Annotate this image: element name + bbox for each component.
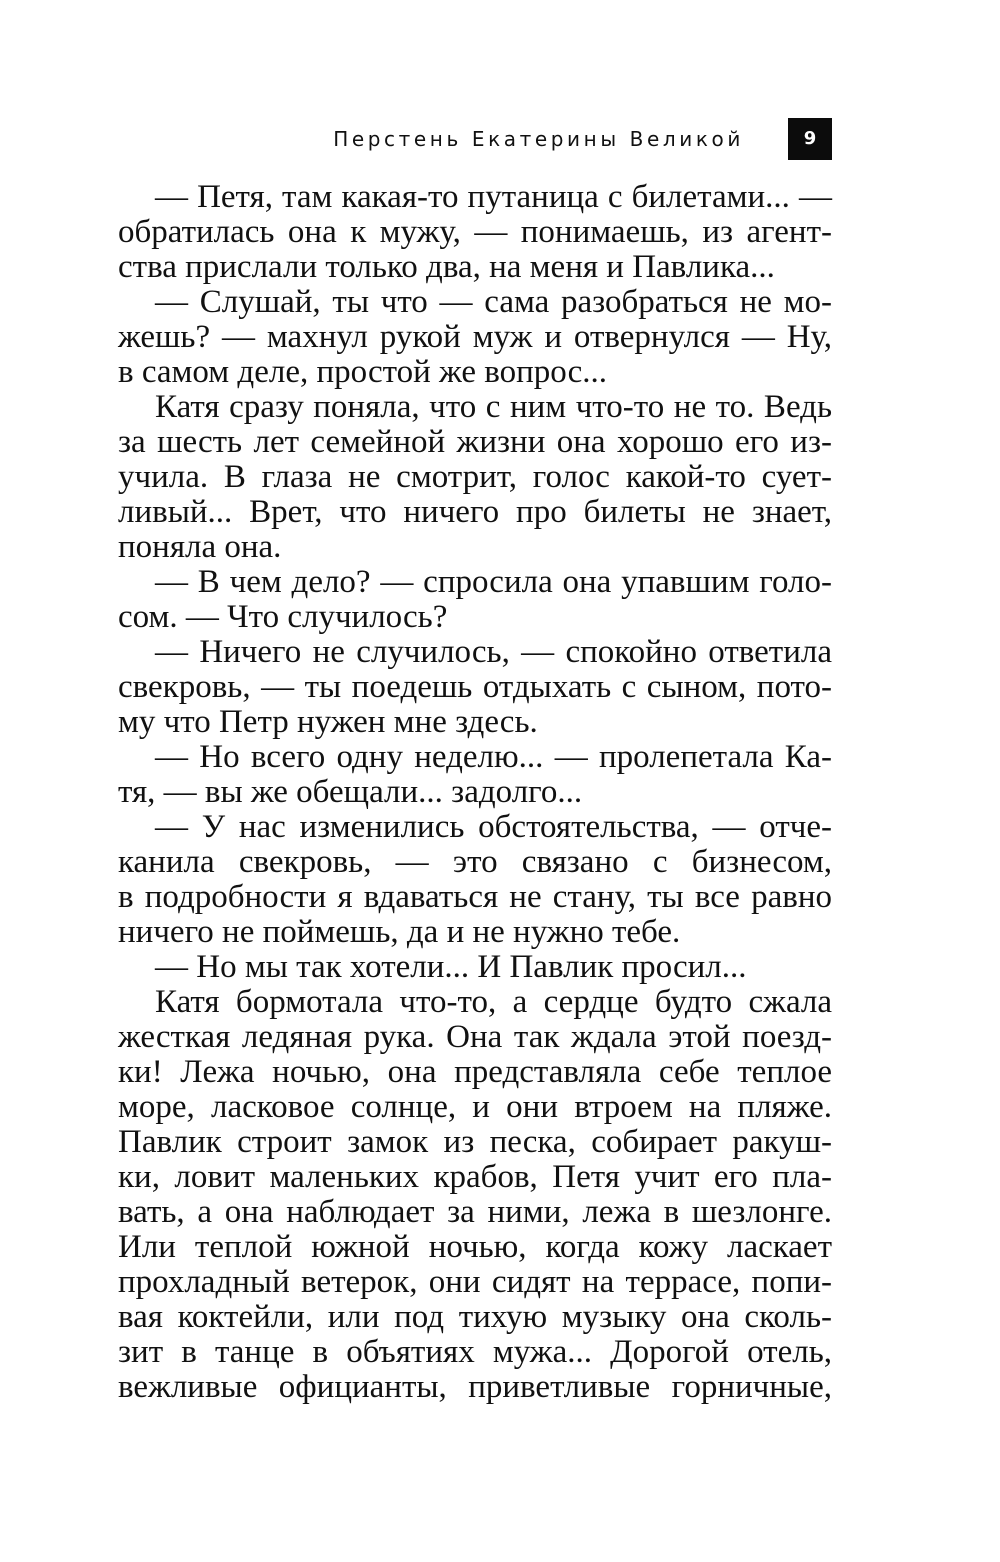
text-line: учила. В глаза не смотрит, голос какой-то сует- bbox=[118, 459, 832, 495]
text-line: прохладный ветерок, они сидят на террасе, попи- bbox=[118, 1264, 832, 1300]
text-line: жесткая ледяная рука. Она так ждала этой поезд- bbox=[118, 1019, 832, 1055]
text-body bbox=[118, 180, 832, 1405]
text-line: за шесть лет семейной жизни она хорошо его из- bbox=[118, 424, 832, 460]
text-line: обратилась она к мужу, — понимаешь, из агент- bbox=[118, 214, 832, 250]
page-number: 9 bbox=[788, 118, 832, 160]
text-line: вая коктейли, или под тихую музыку она сколь- bbox=[118, 1299, 832, 1335]
text-line: вежливые официанты, приветливые горничные, bbox=[118, 1369, 832, 1405]
text-line: Катя бормотала что-то, а сердце будто сжала bbox=[155, 984, 832, 1020]
text-line: — Ничего не случилось, — спокойно ответила bbox=[155, 634, 832, 670]
text-line: — У нас изменились обстоятельства, — отче- bbox=[155, 809, 832, 845]
text-line: Павлик строит замок из песка, собирает ракуш- bbox=[118, 1124, 832, 1160]
text-line: ки! Лежа ночью, она представляла себе теплое bbox=[118, 1054, 832, 1090]
text-line: сом. — Что случилось? bbox=[118, 599, 448, 635]
text-line: поняла она. bbox=[118, 529, 282, 565]
text-line: море, ласковое солнце, и они втроем на пляже. bbox=[118, 1089, 832, 1125]
text-line: — Слушай, ты что — сама разобраться не мо- bbox=[155, 284, 832, 320]
text-line: — Но мы так хотели... И Павлик просил... bbox=[155, 949, 747, 985]
text-line: му что Петр нужен мне здесь. bbox=[118, 704, 538, 740]
running-head bbox=[118, 118, 832, 160]
text-line: в подробности я вдаваться не стану, ты все равно bbox=[118, 879, 832, 915]
text-line: ливый... Врет, что ничего про билеты не знает, bbox=[118, 494, 832, 530]
text-line: ства прислали только два, на меня и Павлика... bbox=[118, 249, 775, 285]
text-line: зит в танце в объятиях мужа... Дорогой отель, bbox=[118, 1334, 832, 1370]
text-line: — Но всего одну неделю... — пролепетала Ка- bbox=[155, 739, 832, 775]
text-line: — В чем дело? — спросила она упавшим голо- bbox=[155, 564, 832, 600]
text-line: свекровь, — ты поедешь отдыхать с сыном, пото- bbox=[118, 669, 832, 705]
text-line: ничего не поймешь, да и не нужно тебе. bbox=[118, 914, 681, 950]
running-title: Перстень Екатерины Великой bbox=[333, 127, 744, 151]
text-line: ки, ловит маленьких крабов, Петя учит его пла- bbox=[118, 1159, 832, 1195]
text-line: жешь? — махнул рукой муж и отвернулся — Ну, bbox=[118, 319, 832, 355]
text-line: вать, а она наблюдает за ними, лежа в шезлонге. bbox=[118, 1194, 832, 1230]
text-line: — Петя, там какая-то путаница с билетами... — bbox=[155, 179, 832, 215]
text-line: Катя сразу поняла, что с ним что-то не то. Ведь bbox=[155, 389, 832, 425]
text-line: тя, — вы же обещали... задолго... bbox=[118, 774, 583, 810]
text-line: в самом деле, простой же вопрос... bbox=[118, 354, 607, 390]
text-line: Или теплой южной ночью, когда кожу ласкает bbox=[118, 1229, 832, 1265]
text-line: канила свекровь, — это связано с бизнесом, bbox=[118, 844, 832, 880]
